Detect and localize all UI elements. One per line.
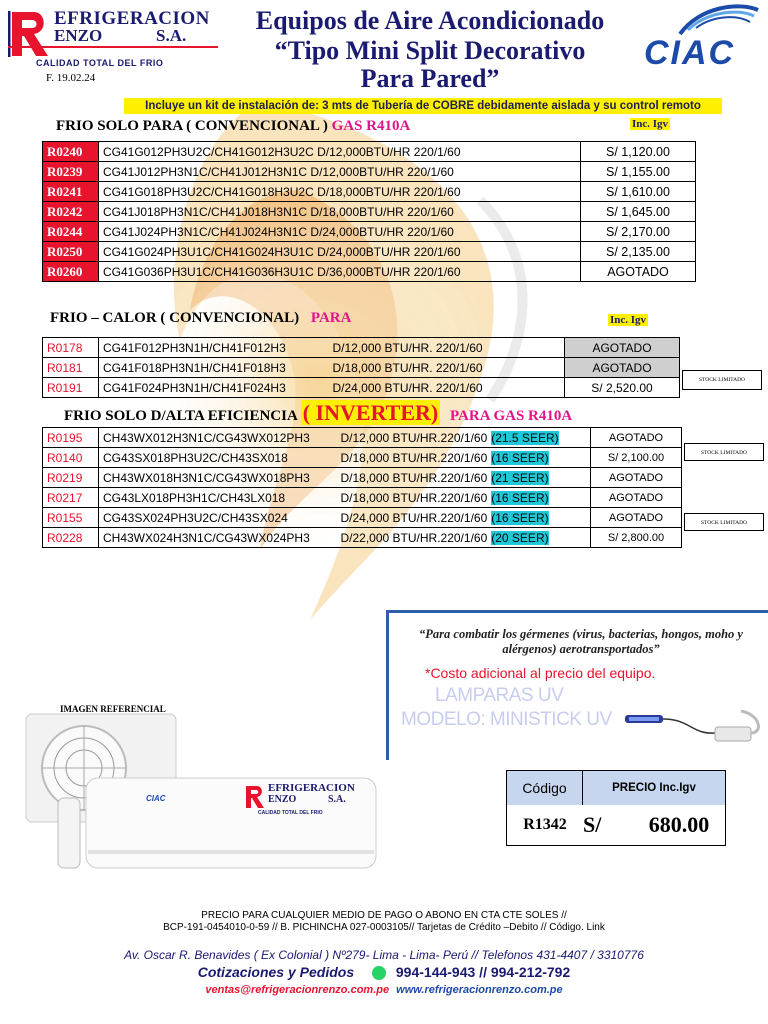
payment-line2: BCP-191-0454010-0-59 // B. PICHINCHA 027-0003105// Tarjetas de Crédito –Debito // Código. Link [163,922,605,933]
table-row [43,242,696,262]
product-code: R0195 [43,428,99,448]
product-description: CG41F018PH3N1H/CH41F018H3 [99,358,329,378]
uv-lamp-code: R1342 [523,816,567,833]
table-row [43,162,696,182]
table-row [43,428,682,448]
product-description: CG41G012PH3U2C/CH41G012H3U2C D/12,000BTU/HR 220/1/60 [99,142,581,162]
product-code: R0239 [43,162,99,182]
section1-title-text: FRIO SOLO PARA ( CONVENCIONAL ) [56,118,328,134]
uv-lamp-quote: “Para combatir los gérmenes (virus, bacterias, hongos, moho y alérgenos) aerotransportados” [419,627,743,656]
table-row [43,448,682,468]
table-row [43,488,682,508]
uv-lamp-product-image [621,705,767,751]
product-description: CH43WX024H3N1C/CG43WX024PH3 [99,528,337,548]
table-row [43,358,680,378]
table-row [43,142,696,162]
product-code: R0250 [43,242,99,262]
section3-title-text: FRIO SOLO D/ALTA EFICIENCIA [64,408,297,424]
logo-text-line2: ENZO [54,26,103,45]
quotes-label: Cotizaciones y Pedidos [197,964,355,980]
section1-title [56,118,410,135]
logo-tagline: CALIDAD TOTAL DEL FRIO [36,58,164,68]
ac-image-brand: CIAC [146,794,166,803]
company-address: Av. Oscar R. Benavides ( Ex Colonial ) Nº279- Lima - Lima- Perú // Telefonos 431-4407 / 3310776 [124,948,644,962]
product-capacity [337,448,591,468]
website-link[interactable]: www.refrigeracionrenzo.com.pe [396,984,563,996]
uv-lamp-box [386,610,768,760]
product-seer-badge: (16 SEER) [491,510,549,525]
product-capacity: D/24,000 BTU/HR. 220/1/60 [329,378,565,398]
stock-limited-note: STOCK LIMITADO [684,513,764,531]
page-title-line1: Equipos de Aire Acondicionado [255,6,605,35]
product-code: R0181 [43,358,99,378]
table-row [43,468,682,488]
product-price: S/ 2,520.00 [565,378,680,398]
section2-price-table [42,337,680,398]
ac-image-logo-line1: EFRIGERACION [268,782,355,794]
product-code: R0140 [43,448,99,468]
table-row [43,182,696,202]
product-seer-badge: (16 SEER) [491,490,549,505]
uv-lamp-currency: S/ [583,812,602,837]
table-row [43,528,682,548]
product-code: R0228 [43,528,99,548]
product-code: R0242 [43,202,99,222]
product-seer-badge: (21.5 SEER) [491,430,559,445]
ac-image-logo-tagline: CALIDAD TOTAL DEL FRIO [258,810,323,816]
price-header: PRECIO Inc.Igv [612,782,696,794]
ac-image-logo-line2: ENZO [268,794,297,805]
document-date: F. 19.02.24 [46,72,96,84]
table-row [43,262,696,282]
ciac-wordmark: CIAC [644,34,736,72]
product-capacity [337,488,591,508]
product-description: CG41J024PH3N1C/CH41J024H3N1C D/24,000BTU/HR 220/1/60 [99,222,581,242]
product-btu: D/22,000 BTU/HR.220/1/60 [340,530,488,545]
product-price: S/ 2,100.00 [591,448,682,468]
image-label: IMAGEN REFERENCIAL [60,704,166,714]
product-price: AGOTADO [565,358,680,378]
product-capacity: D/12,000 BTU/HR. 220/1/60 [329,338,565,358]
product-capacity: D/18,000 BTU/HR. 220/1/60 [329,358,565,378]
product-capacity [337,468,591,488]
product-price: S/ 1,155.00 [581,162,696,182]
page-title-line2: “Tipo Mini Split Decorativo [274,36,586,65]
product-seer-badge: (21 SEER) [491,470,549,485]
ciac-brand-logo [640,0,762,72]
section3-gas: PARA GAS R410A [450,408,573,424]
ac-image-logo-line3: S.A. [328,794,346,805]
table-row [43,378,680,398]
product-code: R0191 [43,378,99,398]
logo-divider [8,46,218,48]
uv-lamp-price-box [506,770,726,846]
table-row [43,508,682,528]
product-seer-badge: (16 SEER) [491,450,549,465]
product-description: CG43SX024PH3U2C/CH43SX024 [99,508,337,528]
product-code: R0219 [43,468,99,488]
product-price: S/ 1,610.00 [581,182,696,202]
product-description: CG41J018PH3N1C/CH41J018H3N1C D/18,000BTU/HR 220/1/60 [99,202,581,222]
section1-inc-igv: Inc. Igv [632,118,669,130]
section2-title [50,310,351,327]
section1-gas: GAS R410A [331,118,411,134]
uv-lamp-title: LAMPARAS UV [435,685,564,706]
product-price: AGOTADO [591,468,682,488]
uv-lamp-price-header [507,771,725,805]
product-capacity [337,508,591,528]
product-price: AGOTADO [581,262,696,282]
product-code: R0260 [43,262,99,282]
section2-title-text: FRIO – CALOR ( CONVENCIONAL) [50,310,300,326]
product-description: CG41F024PH3N1H/CH41F024H3 [99,378,329,398]
product-btu: D/18,000 BTU/HR.220/1/60 [340,490,488,505]
installation-kit-note: Incluye un kit de instalación de: 3 mts de Tubería de COBRE debidamente aislada y su control remoto [124,98,722,114]
product-price: S/ 1,645.00 [581,202,696,222]
table-row [43,202,696,222]
company-logo [6,6,222,74]
contact-line [0,964,768,980]
product-price: S/ 2,800.00 [591,528,682,548]
product-code: R0240 [43,142,99,162]
product-code: R0178 [43,338,99,358]
product-description: CG41G024PH3U1C/CH41G024H3U1C D/24,000BTU/HR 220/1/60 [99,242,581,262]
product-description: CG41G018PH3U2C/CH41G018H3U2C D/18,000BTU/HR 220/1/60 [99,182,581,202]
table-row [43,222,696,242]
product-description: CH43WX012H3N1C/CG43WX012PH3 [99,428,337,448]
page-title-line3: Para Pared” [360,64,500,93]
product-code: R0241 [43,182,99,202]
product-price: AGOTADO [565,338,680,358]
section2-para: PARA [310,310,352,326]
product-price: S/ 2,135.00 [581,242,696,262]
product-capacity [337,528,591,548]
phone-numbers: 994-144-943 // 994-212-792 [395,964,571,980]
section1-price-table [42,141,696,282]
stock-limited-note: STOCK LIMITADO [684,443,764,461]
code-header: Código [507,771,583,805]
uv-lamp-model: MODELO: MINISTICK UV [401,709,612,730]
product-price: AGOTADO [591,428,682,448]
product-description: CG41G036PH3U1C/CH41G036H3U1C D/36,000BTU/HR 220/1/60 [99,262,581,282]
whatsapp-icon [372,966,386,980]
section3-price-table [42,427,682,548]
section3-title [64,400,572,426]
uv-lamp-cost-note: *Costo adicional al precio del equipo. [425,665,656,681]
contact-email[interactable]: ventas@refrigeracionrenzo.com.pe [205,984,390,996]
logo-text-line3: S.A. [156,26,187,45]
product-capacity [337,428,591,448]
product-btu: D/18,000 BTU/HR.220/1/60 [340,470,488,485]
payment-line1: PRECIO PARA CUALQUIER MEDIO DE PAGO O ABONO EN CTA CTE SOLES // [201,910,567,921]
section2-inc-igv: Inc. Igv [610,314,647,326]
product-code: R0244 [43,222,99,242]
logo-r-icon [8,10,52,58]
product-code: R0217 [43,488,99,508]
product-seer-badge: (20 SEER) [491,530,549,545]
ac-image-logo-r-icon [244,784,266,810]
product-btu: D/18,000 BTU/HR.220/1/60 [340,450,488,465]
product-price: S/ 1,120.00 [581,142,696,162]
product-description: CH43WX018H3N1C/CG43WX018PH3 [99,468,337,488]
product-description: CG43LX018PH3H1C/CH43LX018 [99,488,337,508]
contact-web-line [0,984,768,996]
table-row [43,338,680,358]
product-price: AGOTADO [591,488,682,508]
product-btu: D/24,000 BTU/HR.220/1/60 [340,510,488,525]
product-price: AGOTADO [591,508,682,528]
stock-limited-note: STOCK LIMITADO [682,370,762,390]
logo-text-line1: EFRIGERACION [54,8,210,29]
ac-image-company-logo [244,780,368,824]
product-description: CG43SX018PH3U2C/CH43SX018 [99,448,337,468]
product-price: S/ 2,170.00 [581,222,696,242]
product-code: R0155 [43,508,99,528]
product-description: CG41J012PH3N1C/CH41J012H3N1C D/12,000BTU/HR 220/1/60 [99,162,581,182]
uv-lamp-price-row [507,805,725,845]
product-description: CG41F012PH3N1H/CH41F012H3 [99,338,329,358]
product-btu: D/12,000 BTU/HR.220/1/60 [340,430,488,445]
uv-lamp-price: 680.00 [648,812,710,837]
section3-inverter-label: ( INVERTER) [302,400,439,425]
